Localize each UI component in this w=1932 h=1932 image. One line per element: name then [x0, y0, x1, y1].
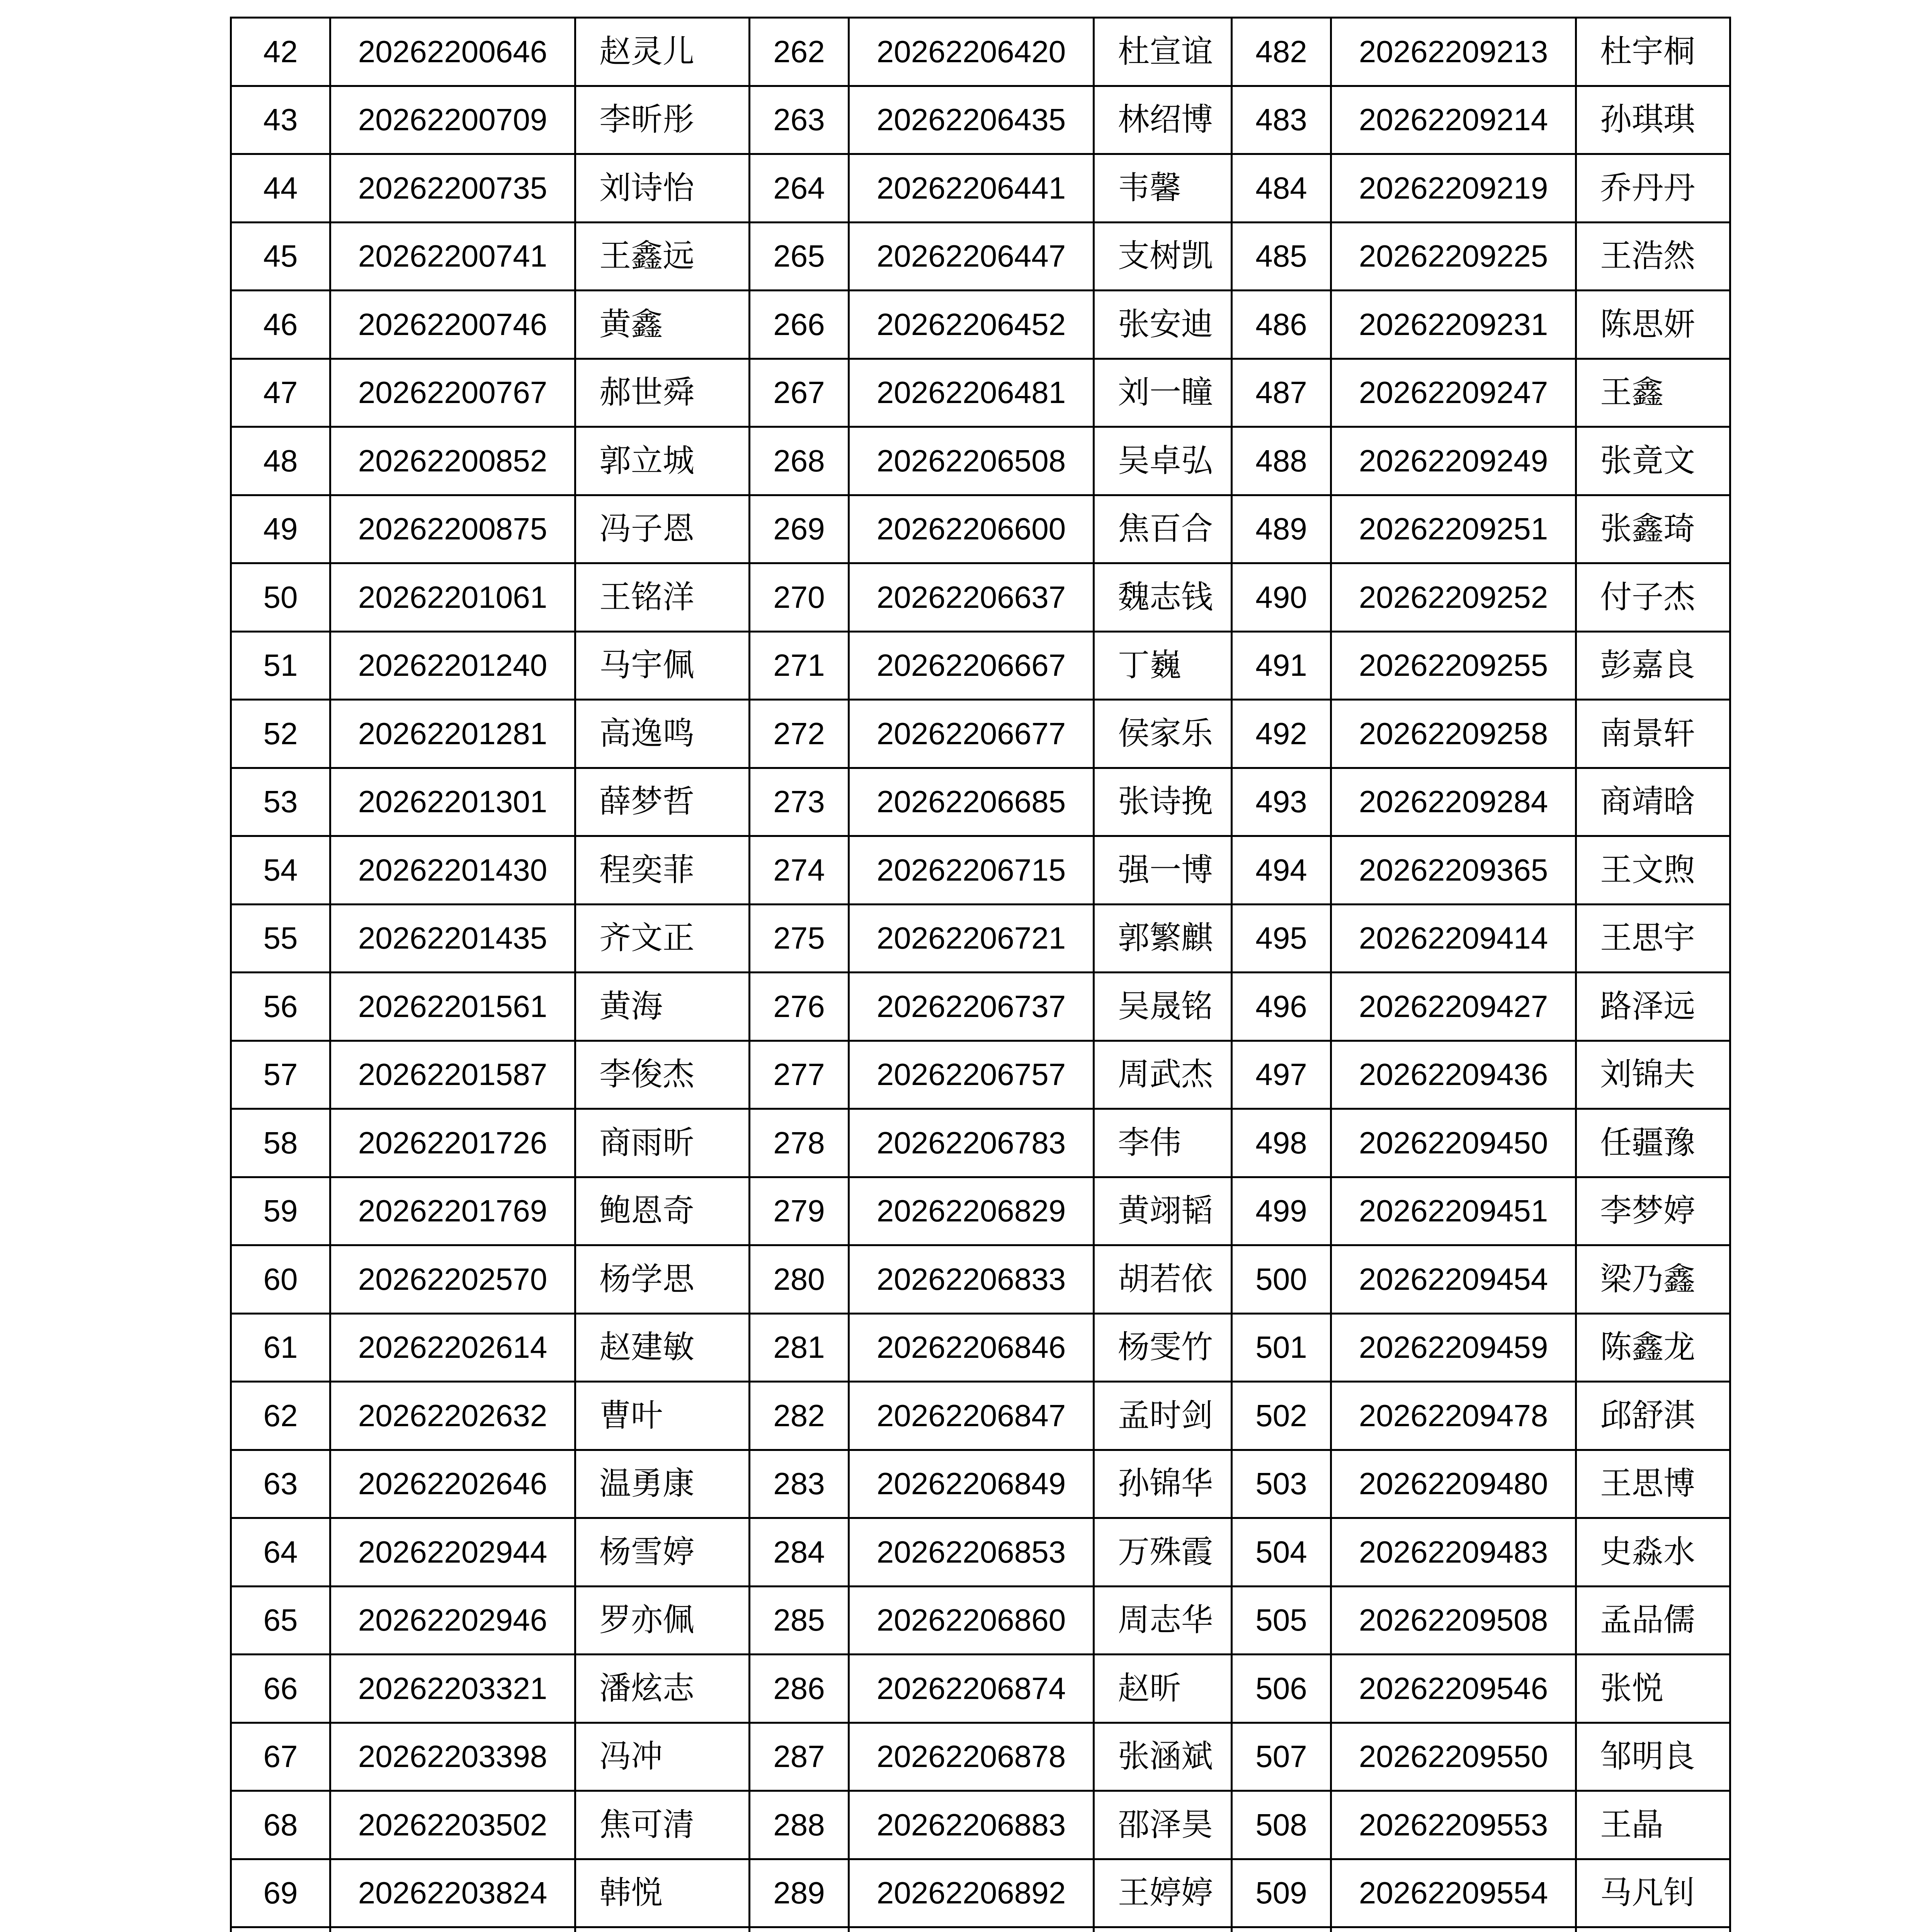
exam-id-cell: 20262200746	[330, 291, 575, 359]
exam-id-cell: 20262209225	[1331, 222, 1576, 291]
student-name-cell: 王文煦	[1576, 836, 1730, 905]
student-name-cell: 王鑫远	[575, 222, 750, 291]
student-name-cell: 黄翊韬	[1094, 1177, 1232, 1245]
serial-number-cell: 275	[750, 904, 849, 973]
table-row	[231, 836, 1730, 905]
serial-number-cell	[1232, 1927, 1331, 1932]
student-name-cell: 王铭洋	[575, 563, 750, 632]
table-row	[231, 1655, 1730, 1723]
student-name-cell: 罗亦佩	[575, 1586, 750, 1655]
exam-id-cell: 20262206677	[849, 700, 1094, 768]
exam-id-cell: 20262206435	[849, 86, 1094, 154]
exam-id-cell: 20262206860	[849, 1586, 1094, 1655]
exam-id-cell: 20262209252	[1331, 563, 1576, 632]
serial-number-cell: 59	[231, 1177, 330, 1245]
student-name-cell: 林绍博	[1094, 86, 1232, 154]
exam-id-cell: 20262209231	[1331, 291, 1576, 359]
student-name-cell: 吴卓弘	[1094, 427, 1232, 495]
student-name-cell: 温勇康	[575, 1450, 750, 1518]
exam-id-cell: 20262209554	[1331, 1859, 1576, 1927]
serial-number-cell: 494	[1232, 836, 1331, 905]
exam-id-cell: 20262201587	[330, 1041, 575, 1109]
student-name-cell: 邹明良	[1576, 1723, 1730, 1791]
exam-id-cell: 20262206600	[849, 495, 1094, 563]
serial-number-cell: 68	[231, 1791, 330, 1859]
serial-number-cell: 52	[231, 700, 330, 768]
serial-number-cell: 484	[1232, 154, 1331, 223]
exam-id-cell: 20262206892	[849, 1859, 1094, 1927]
exam-id-cell: 20262209365	[1331, 836, 1576, 905]
serial-number-cell: 58	[231, 1109, 330, 1177]
serial-number-cell: 264	[750, 154, 849, 223]
serial-number-cell: 498	[1232, 1109, 1331, 1177]
exam-id-cell: 20262209251	[1331, 495, 1576, 563]
serial-number-cell: 55	[231, 904, 330, 973]
table-row	[231, 1109, 1730, 1177]
table-row	[231, 154, 1730, 223]
serial-number-cell: 491	[1232, 631, 1331, 700]
student-name-cell: 任疆豫	[1576, 1109, 1730, 1177]
student-name-cell: 程奕菲	[575, 836, 750, 905]
serial-number-cell: 495	[1232, 904, 1331, 973]
exam-id-cell: 20262209213	[1331, 18, 1576, 86]
exam-id-cell: 20262202570	[330, 1245, 575, 1314]
exam-id-cell: 20262203824	[330, 1859, 575, 1927]
serial-number-cell: 56	[231, 973, 330, 1041]
student-name-cell: 魏志钱	[1094, 563, 1232, 632]
exam-id-cell: 20262200735	[330, 154, 575, 223]
student-name-cell: 冯冲	[575, 1723, 750, 1791]
exam-id-cell	[1331, 1927, 1576, 1932]
table-row	[231, 1518, 1730, 1587]
student-name-cell: 王婷婷	[1094, 1859, 1232, 1927]
table-row	[231, 1450, 1730, 1518]
serial-number-cell: 288	[750, 1791, 849, 1859]
exam-id-cell: 20262201240	[330, 631, 575, 700]
exam-id-cell: 20262201435	[330, 904, 575, 973]
serial-number-cell: 496	[1232, 973, 1331, 1041]
student-name-cell: 张诗挽	[1094, 768, 1232, 836]
table-row	[231, 222, 1730, 291]
table-row	[231, 1723, 1730, 1791]
exam-id-cell: 20262206847	[849, 1382, 1094, 1450]
student-name-cell: 杨雯竹	[1094, 1313, 1232, 1382]
student-name-cell: 周志华	[1094, 1586, 1232, 1655]
student-name-cell: 商雨昕	[575, 1109, 750, 1177]
student-name-cell: 杨学思	[575, 1245, 750, 1314]
serial-number-cell: 53	[231, 768, 330, 836]
student-name-cell: 王浩然	[1576, 222, 1730, 291]
table-row	[231, 86, 1730, 154]
table-row	[231, 563, 1730, 632]
serial-number-cell: 503	[1232, 1450, 1331, 1518]
serial-number-cell: 266	[750, 291, 849, 359]
student-name-cell: 孟时剑	[1094, 1382, 1232, 1450]
serial-number-cell: 482	[1232, 18, 1331, 86]
student-name-cell: 高逸鸣	[575, 700, 750, 768]
serial-number-cell: 268	[750, 427, 849, 495]
serial-number-cell: 485	[1232, 222, 1331, 291]
student-name-cell: 胡若依	[1094, 1245, 1232, 1314]
exam-id-cell: 20262209247	[1331, 359, 1576, 427]
student-name-cell: 侯家乐	[1094, 700, 1232, 768]
table-row	[231, 18, 1730, 86]
exam-id-cell: 20262206441	[849, 154, 1094, 223]
student-name-cell: 刘诗怡	[575, 154, 750, 223]
serial-number-cell: 493	[1232, 768, 1331, 836]
serial-number-cell: 286	[750, 1655, 849, 1723]
serial-number-cell: 505	[1232, 1586, 1331, 1655]
exam-id-cell: 20262209249	[1331, 427, 1576, 495]
serial-number-cell: 57	[231, 1041, 330, 1109]
student-name-cell: 马凡钊	[1576, 1859, 1730, 1927]
exam-id-cell: 20262201061	[330, 563, 575, 632]
student-name-cell: 马宇佩	[575, 631, 750, 700]
exam-id-cell: 20262209508	[1331, 1586, 1576, 1655]
serial-number-cell: 44	[231, 154, 330, 223]
student-name-cell: 史淼水	[1576, 1518, 1730, 1587]
serial-number-cell: 273	[750, 768, 849, 836]
exam-id-cell: 20262209214	[1331, 86, 1576, 154]
student-name-cell: 商靖晗	[1576, 768, 1730, 836]
exam-id-cell: 20262206667	[849, 631, 1094, 700]
student-name-cell: 郭立城	[575, 427, 750, 495]
student-name-cell: 张悦	[1576, 1655, 1730, 1723]
serial-number-cell: 280	[750, 1245, 849, 1314]
exam-id-cell: 20262209546	[1331, 1655, 1576, 1723]
serial-number-cell: 42	[231, 18, 330, 86]
exam-id-cell: 20262201769	[330, 1177, 575, 1245]
student-name-cell: 赵建敏	[575, 1313, 750, 1382]
student-name-cell: 杨雪婷	[575, 1518, 750, 1587]
exam-id-cell: 20262209255	[1331, 631, 1576, 700]
exam-id-cell: 20262201561	[330, 973, 575, 1041]
student-name-cell: 梁乃鑫	[1576, 1245, 1730, 1314]
exam-id-cell: 20262200709	[330, 86, 575, 154]
serial-number-cell: 277	[750, 1041, 849, 1109]
serial-number-cell: 43	[231, 86, 330, 154]
student-name-cell: 焦可清	[575, 1791, 750, 1859]
table-row	[231, 768, 1730, 836]
student-name-cell: 薛梦哲	[575, 768, 750, 836]
serial-number-cell: 61	[231, 1313, 330, 1382]
serial-number-cell: 489	[1232, 495, 1331, 563]
exam-id-cell: 20262206508	[849, 427, 1094, 495]
exam-id-cell: 20262206849	[849, 1450, 1094, 1518]
table-row	[231, 427, 1730, 495]
serial-number-cell: 271	[750, 631, 849, 700]
student-name-cell: 张安迪	[1094, 291, 1232, 359]
exam-id-cell: 20262209451	[1331, 1177, 1576, 1245]
exam-id-cell: 20262206874	[849, 1655, 1094, 1723]
student-name-cell: 杜宇桐	[1576, 18, 1730, 86]
serial-number-cell: 488	[1232, 427, 1331, 495]
serial-number-cell: 267	[750, 359, 849, 427]
exam-id-cell: 20262202646	[330, 1450, 575, 1518]
student-name-cell: 强一博	[1094, 836, 1232, 905]
serial-number-cell: 285	[750, 1586, 849, 1655]
serial-number-cell: 48	[231, 427, 330, 495]
serial-number-cell: 279	[750, 1177, 849, 1245]
student-name-cell: 刘锦夫	[1576, 1041, 1730, 1109]
student-name-cell: 焦百合	[1094, 495, 1232, 563]
student-name-cell: 李俊杰	[575, 1041, 750, 1109]
serial-number-cell	[231, 1927, 330, 1932]
student-name-cell: 万殊霞	[1094, 1518, 1232, 1587]
table-row	[231, 1382, 1730, 1450]
exam-id-cell: 20262206878	[849, 1723, 1094, 1791]
student-name-cell: 李梦婷	[1576, 1177, 1730, 1245]
serial-number-cell: 263	[750, 86, 849, 154]
serial-number-cell: 265	[750, 222, 849, 291]
serial-number-cell	[750, 1927, 849, 1932]
exam-id-cell: 20262206757	[849, 1041, 1094, 1109]
exam-id-cell: 20262206846	[849, 1313, 1094, 1382]
student-name-cell: 路泽远	[1576, 973, 1730, 1041]
serial-number-cell: 500	[1232, 1245, 1331, 1314]
exam-id-cell: 20262200741	[330, 222, 575, 291]
exam-id-cell: 20262209258	[1331, 700, 1576, 768]
exam-id-cell: 20262209553	[1331, 1791, 1576, 1859]
exam-id-cell: 20262209450	[1331, 1109, 1576, 1177]
serial-number-cell: 49	[231, 495, 330, 563]
serial-number-cell: 281	[750, 1313, 849, 1382]
student-name-cell	[1576, 1927, 1730, 1932]
exam-id-cell: 20262202614	[330, 1313, 575, 1382]
student-name-cell: 王鑫	[1576, 359, 1730, 427]
serial-number-cell: 269	[750, 495, 849, 563]
serial-number-cell: 490	[1232, 563, 1331, 632]
serial-number-cell: 278	[750, 1109, 849, 1177]
exam-id-cell: 20262209454	[1331, 1245, 1576, 1314]
serial-number-cell: 284	[750, 1518, 849, 1587]
table-row	[231, 1859, 1730, 1927]
student-name-cell: 李昕彤	[575, 86, 750, 154]
student-name-cell: 郭繁麒	[1094, 904, 1232, 973]
serial-number-cell: 287	[750, 1723, 849, 1791]
student-name-cell: 黄海	[575, 973, 750, 1041]
exam-id-cell: 20262206853	[849, 1518, 1094, 1587]
table-row	[231, 631, 1730, 700]
serial-number-cell: 46	[231, 291, 330, 359]
table-row	[231, 1791, 1730, 1859]
exam-id-cell: 20262209459	[1331, 1313, 1576, 1382]
student-name-cell: 邱舒淇	[1576, 1382, 1730, 1450]
exam-id-cell: 20262209219	[1331, 154, 1576, 223]
serial-number-cell: 270	[750, 563, 849, 632]
student-name-cell: 张竟文	[1576, 427, 1730, 495]
exam-id-cell: 20262209414	[1331, 904, 1576, 973]
student-name-cell: 付子杰	[1576, 563, 1730, 632]
exam-id-cell: 20262206452	[849, 291, 1094, 359]
student-name-cell: 彭嘉良	[1576, 631, 1730, 700]
serial-number-cell: 69	[231, 1859, 330, 1927]
student-name-cell: 刘一瞳	[1094, 359, 1232, 427]
student-name-cell: 支树凯	[1094, 222, 1232, 291]
exam-id-cell: 20262202944	[330, 1518, 575, 1587]
exam-id-cell: 20262206447	[849, 222, 1094, 291]
serial-number-cell: 504	[1232, 1518, 1331, 1587]
exam-id-cell: 20262206637	[849, 563, 1094, 632]
student-name-cell: 周武杰	[1094, 1041, 1232, 1109]
student-name-cell: 黄鑫	[575, 291, 750, 359]
exam-id-cell	[330, 1927, 575, 1932]
exam-id-cell: 20262203321	[330, 1655, 575, 1723]
exam-id-cell: 20262202632	[330, 1382, 575, 1450]
student-name-cell: 邵泽昊	[1094, 1791, 1232, 1859]
exam-id-cell: 20262200852	[330, 427, 575, 495]
serial-number-cell: 509	[1232, 1859, 1331, 1927]
serial-number-cell: 487	[1232, 359, 1331, 427]
student-name-cell	[1094, 1927, 1232, 1932]
serial-number-cell: 492	[1232, 700, 1331, 768]
student-name-cell: 齐文正	[575, 904, 750, 973]
serial-number-cell: 62	[231, 1382, 330, 1450]
table-row	[231, 1245, 1730, 1314]
serial-number-cell: 282	[750, 1382, 849, 1450]
serial-number-cell: 67	[231, 1723, 330, 1791]
exam-id-cell: 20262200646	[330, 18, 575, 86]
student-name-cell: 孙锦华	[1094, 1450, 1232, 1518]
student-name-cell: 吴晟铭	[1094, 973, 1232, 1041]
serial-number-cell: 64	[231, 1518, 330, 1587]
table-row	[231, 1927, 1730, 1932]
student-name-cell: 韩悦	[575, 1859, 750, 1927]
exam-id-cell: 20262201430	[330, 836, 575, 905]
student-name-cell: 韦馨	[1094, 154, 1232, 223]
serial-number-cell: 54	[231, 836, 330, 905]
serial-number-cell: 499	[1232, 1177, 1331, 1245]
exam-id-cell: 20262209284	[1331, 768, 1576, 836]
serial-number-cell: 502	[1232, 1382, 1331, 1450]
roster-table-body	[231, 18, 1730, 1932]
exam-id-cell: 20262206829	[849, 1177, 1094, 1245]
serial-number-cell: 276	[750, 973, 849, 1041]
exam-id-cell: 20262206481	[849, 359, 1094, 427]
serial-number-cell: 60	[231, 1245, 330, 1314]
table-row	[231, 904, 1730, 973]
exam-id-cell: 20262206685	[849, 768, 1094, 836]
serial-number-cell: 283	[750, 1450, 849, 1518]
serial-number-cell: 506	[1232, 1655, 1331, 1723]
exam-id-cell: 20262206883	[849, 1791, 1094, 1859]
serial-number-cell: 45	[231, 222, 330, 291]
student-name-cell: 赵昕	[1094, 1655, 1232, 1723]
student-name-cell: 郝世舜	[575, 359, 750, 427]
exam-id-cell: 20262200767	[330, 359, 575, 427]
student-name-cell: 李伟	[1094, 1109, 1232, 1177]
serial-number-cell: 262	[750, 18, 849, 86]
exam-id-cell: 20262206783	[849, 1109, 1094, 1177]
exam-id-cell: 20262201301	[330, 768, 575, 836]
serial-number-cell: 272	[750, 700, 849, 768]
exam-id-cell: 20262202946	[330, 1586, 575, 1655]
exam-id-cell: 20262203502	[330, 1791, 575, 1859]
student-name-cell: 王晶	[1576, 1791, 1730, 1859]
exam-id-cell: 20262206833	[849, 1245, 1094, 1314]
serial-number-cell: 486	[1232, 291, 1331, 359]
exam-id-cell: 20262201281	[330, 700, 575, 768]
student-name-cell	[575, 1927, 750, 1932]
serial-number-cell: 497	[1232, 1041, 1331, 1109]
serial-number-cell: 51	[231, 631, 330, 700]
student-name-cell: 杜宣谊	[1094, 18, 1232, 86]
student-name-cell: 乔丹丹	[1576, 154, 1730, 223]
table-row	[231, 359, 1730, 427]
serial-number-cell: 508	[1232, 1791, 1331, 1859]
student-name-cell: 赵灵儿	[575, 18, 750, 86]
exam-id-cell: 20262200875	[330, 495, 575, 563]
student-name-cell: 丁巍	[1094, 631, 1232, 700]
table-row	[231, 1586, 1730, 1655]
exam-id-cell: 20262203398	[330, 1723, 575, 1791]
student-name-cell: 王思宇	[1576, 904, 1730, 973]
serial-number-cell: 483	[1232, 86, 1331, 154]
serial-number-cell: 289	[750, 1859, 849, 1927]
exam-id-cell: 20262209550	[1331, 1723, 1576, 1791]
serial-number-cell: 65	[231, 1586, 330, 1655]
table-row	[231, 495, 1730, 563]
table-row	[231, 1177, 1730, 1245]
table-row	[231, 1041, 1730, 1109]
student-name-cell: 张鑫琦	[1576, 495, 1730, 563]
table-row	[231, 1313, 1730, 1382]
student-name-cell: 陈思妍	[1576, 291, 1730, 359]
exam-id-cell: 20262201726	[330, 1109, 575, 1177]
table-row	[231, 973, 1730, 1041]
student-name-cell: 孙琪琪	[1576, 86, 1730, 154]
student-name-cell: 孟品儒	[1576, 1586, 1730, 1655]
student-name-cell: 曹叶	[575, 1382, 750, 1450]
exam-id-cell: 20262206420	[849, 18, 1094, 86]
serial-number-cell: 47	[231, 359, 330, 427]
serial-number-cell: 501	[1232, 1313, 1331, 1382]
serial-number-cell: 50	[231, 563, 330, 632]
serial-number-cell: 507	[1232, 1723, 1331, 1791]
exam-id-cell: 20262209480	[1331, 1450, 1576, 1518]
serial-number-cell: 66	[231, 1655, 330, 1723]
table-row	[231, 700, 1730, 768]
student-name-cell: 王思博	[1576, 1450, 1730, 1518]
serial-number-cell: 274	[750, 836, 849, 905]
table-row	[231, 291, 1730, 359]
exam-id-cell: 20262209427	[1331, 973, 1576, 1041]
student-name-cell: 南景轩	[1576, 700, 1730, 768]
exam-id-cell: 20262209436	[1331, 1041, 1576, 1109]
exam-id-cell	[849, 1927, 1094, 1932]
exam-id-cell: 20262206715	[849, 836, 1094, 905]
exam-id-cell: 20262209478	[1331, 1382, 1576, 1450]
student-name-cell: 鲍恩奇	[575, 1177, 750, 1245]
roster-table	[230, 17, 1731, 1932]
serial-number-cell: 63	[231, 1450, 330, 1518]
student-name-cell: 冯子恩	[575, 495, 750, 563]
exam-id-cell: 20262209483	[1331, 1518, 1576, 1587]
exam-id-cell: 20262206721	[849, 904, 1094, 973]
exam-id-cell: 20262206737	[849, 973, 1094, 1041]
student-name-cell: 陈鑫龙	[1576, 1313, 1730, 1382]
student-name-cell: 潘炫志	[575, 1655, 750, 1723]
student-name-cell: 张涵斌	[1094, 1723, 1232, 1791]
